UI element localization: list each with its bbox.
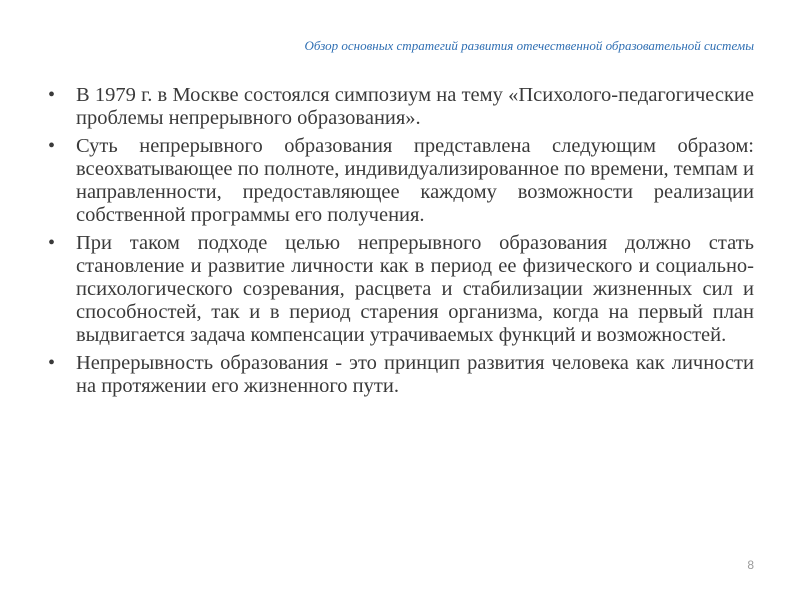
bullet-list — [48, 84, 754, 403]
bullet-item — [48, 232, 754, 347]
page-number: 8 — [747, 558, 754, 572]
bullet-icon: • — [48, 232, 56, 254]
bullet-item — [48, 352, 754, 398]
bullet-icon: • — [48, 352, 56, 374]
bullet-text: В 1979 г. в Москве состоялся симпозиум на тему «Психолого-педагогические проблемы непрерывного образования». — [76, 84, 754, 129]
bullet-icon: • — [48, 84, 56, 106]
bullet-item — [48, 84, 754, 130]
slide-title: Обзор основных стратегий развития отечественной образовательной системы — [304, 38, 754, 53]
bullet-item — [48, 135, 754, 227]
bullet-icon: • — [48, 135, 56, 157]
bullet-text: При таком подходе целью непрерывного образования должно стать становление и развитие личности как в период ее физического и социально-психологического созревания, расцвета и стабилизации жизненных сил и способностей, так и в период старения организма, когда на первый план выдвигается задача компенсации утрачиваемых функций и возможностей. — [76, 232, 754, 346]
bullet-text: Суть непрерывного образования представлена следующим образом: всеохватывающее по полноте, индивидуализированное по времени, темпам и направленности, предоставляющее каждому возможности реализации собственной программы его получения. — [76, 135, 754, 226]
bullet-text: Непрерывность образования - это принцип развития человека как личности на протяжении его жизненного пути. — [76, 352, 754, 397]
